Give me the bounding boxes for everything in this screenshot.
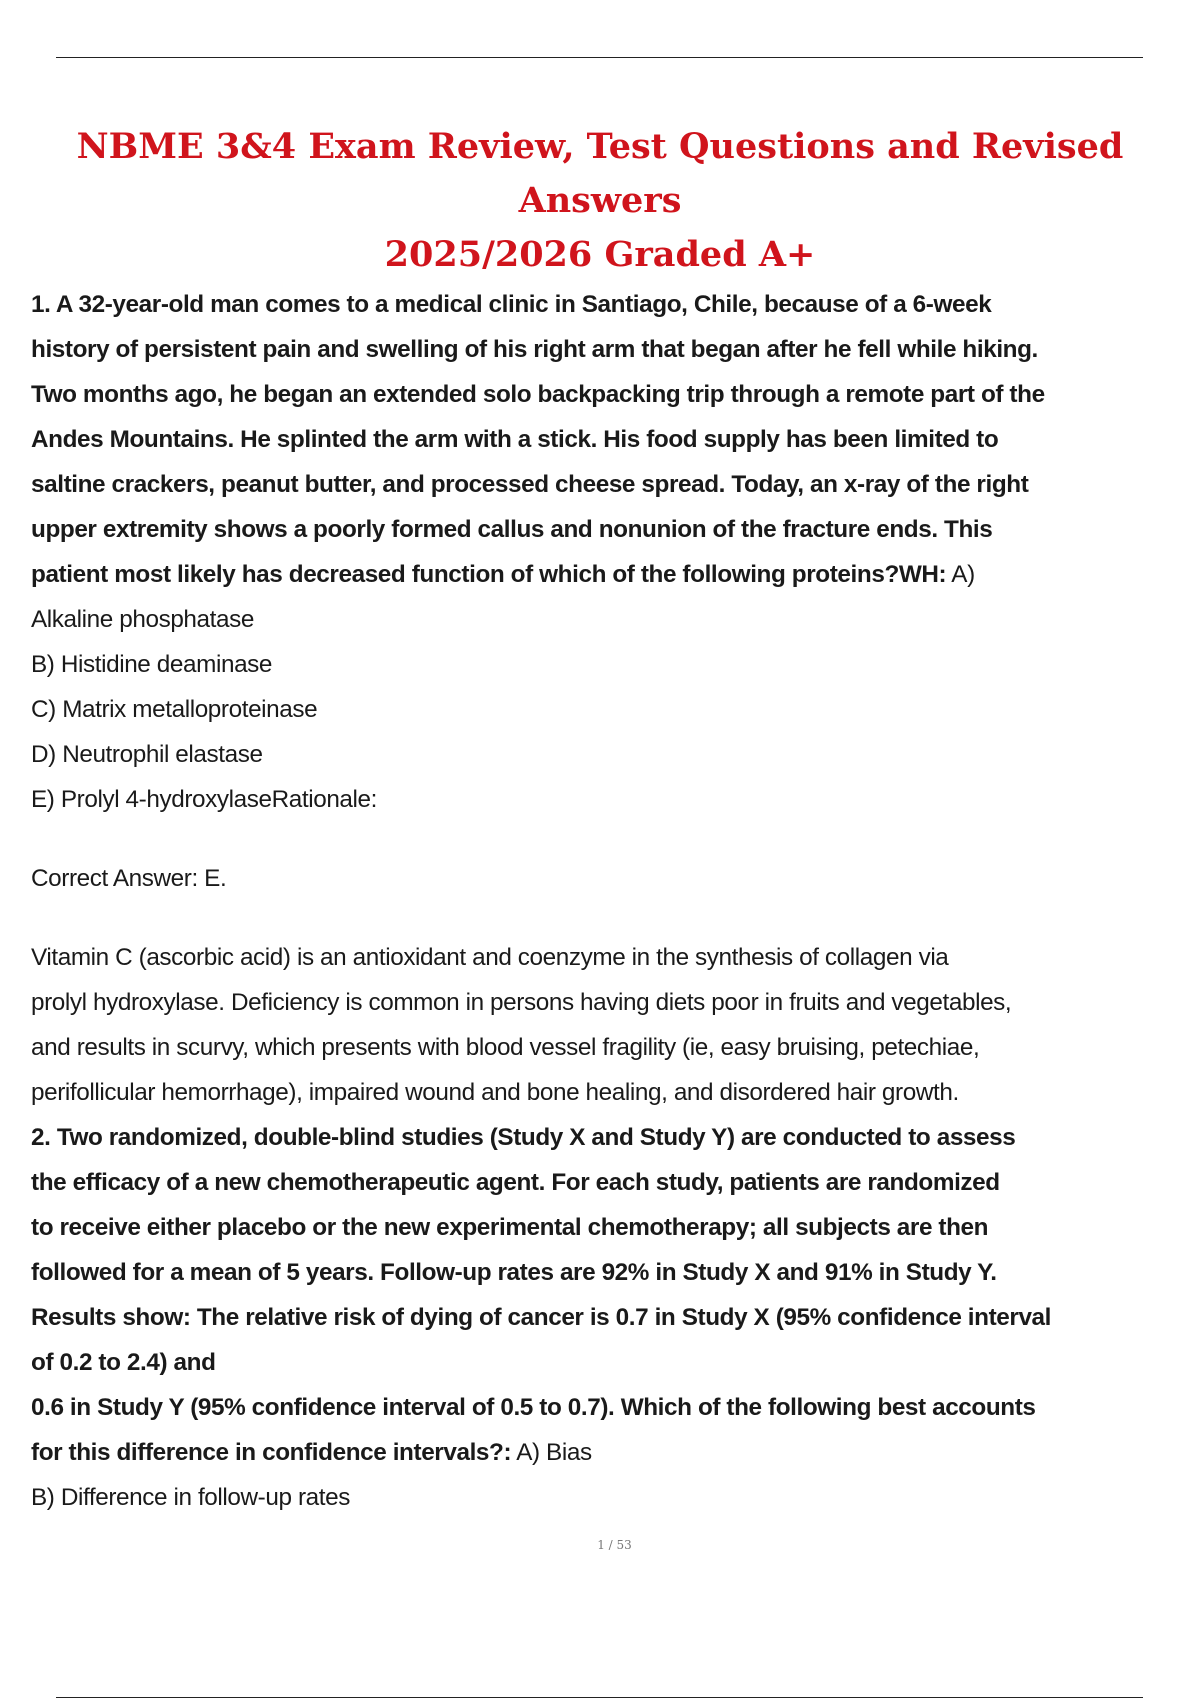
page-number: 1 / 53 xyxy=(597,1538,632,1552)
q2-stem-line-1: the efficacy of a new chemotherapeutic agent. For each study, patients are randomized xyxy=(31,1169,1000,1196)
q2-option-b: B) Difference in follow-up rates xyxy=(31,1484,350,1511)
q2-stem-line-3: followed for a mean of 5 years. Follow-up rates are 92% in Study X and 91% in Study Y. xyxy=(31,1259,997,1286)
q2-stem-line-2: to receive either placebo or the new experimental chemotherapy; all subjects are then xyxy=(31,1214,989,1241)
bottom-rule xyxy=(56,1697,1143,1698)
q1-number: 1. xyxy=(31,291,51,318)
title-line-1: NBME 3&4 Exam Review, Test Questions and Revised Answers xyxy=(76,126,1124,221)
q1-stem-line-1: history of persistent pain and swelling of his right arm that began after he fell while hiking. xyxy=(31,336,1038,363)
q1-option-e: E) Prolyl 4-hydroxylaseRationale: xyxy=(31,786,378,813)
q2-option-a: A) Bias xyxy=(516,1439,592,1466)
q1-stem-line-0: 1. A 32-year-old man comes to a medical clinic in Santiago, Chile, because of a 6-week xyxy=(31,291,992,318)
q2-stem-line-6: 0.6 in Study Y (95% confidence interval of 0.5 to 0.7). Which of the following best accounts xyxy=(31,1394,1036,1421)
q2-stem-line-5: of 0.2 to 2.4) and xyxy=(31,1349,216,1376)
q1-stem-line-3: Andes Mountains. He splinted the arm with a stick. His food supply has been limited to xyxy=(31,426,999,453)
document-body xyxy=(31,282,1200,1520)
q2-stem-last-line: for this difference in confidence intervals?: A) Bias xyxy=(31,1439,592,1466)
top-rule xyxy=(56,57,1143,58)
q2-stem-line-4: Results show: The relative risk of dying of cancer is 0.7 in Study X (95% confidence interval xyxy=(31,1304,1052,1331)
q2-stem-line-0: 2. Two randomized, double-blind studies (Study X and Study Y) are conducted to assess xyxy=(31,1124,1016,1151)
q1-rationale-line-2: and results in scurvy, which presents with blood vessel fragility (ie, easy bruising, petechiae, xyxy=(31,1034,980,1061)
q1-stem-line-2: Two months ago, he began an extended solo backpacking trip through a remote part of the xyxy=(31,381,1045,408)
q1-option-c: C) Matrix metalloproteinase xyxy=(31,696,318,723)
q1-option-d: D) Neutrophil elastase xyxy=(31,741,263,768)
q1-option-a-label: A) xyxy=(951,561,975,588)
q1-option-a: Alkaline phosphatase xyxy=(31,606,254,633)
q1-correct-answer: Correct Answer: E. xyxy=(31,865,227,892)
q1-stem-line-5: upper extremity shows a poorly formed callus and nonunion of the fracture ends. This xyxy=(31,516,993,543)
q1-rationale-line-3: perifollicular hemorrhage), impaired wound and bone healing, and disordered hair growth. xyxy=(31,1079,959,1106)
q1-stem-last-line: patient most likely has decreased function of which of the following proteins?WH: A) xyxy=(31,561,975,588)
q1-rationale-line-1: prolyl hydroxylase. Deficiency is common in persons having diets poor in fruits and vegetables, xyxy=(31,989,1012,1016)
q1-rationale-line-0: Vitamin C (ascorbic acid) is an antioxidant and coenzyme in the synthesis of collagen via xyxy=(31,944,949,971)
title-line-2: 2025/2026 Graded A+ xyxy=(384,234,816,275)
document-title xyxy=(20,120,1180,282)
q1-option-b: B) Histidine deaminase xyxy=(31,651,273,678)
q2-number: 2. xyxy=(31,1124,51,1151)
q1-stem-line-4: saltine crackers, peanut butter, and processed cheese spread. Today, an x-ray of the right xyxy=(31,471,1029,498)
